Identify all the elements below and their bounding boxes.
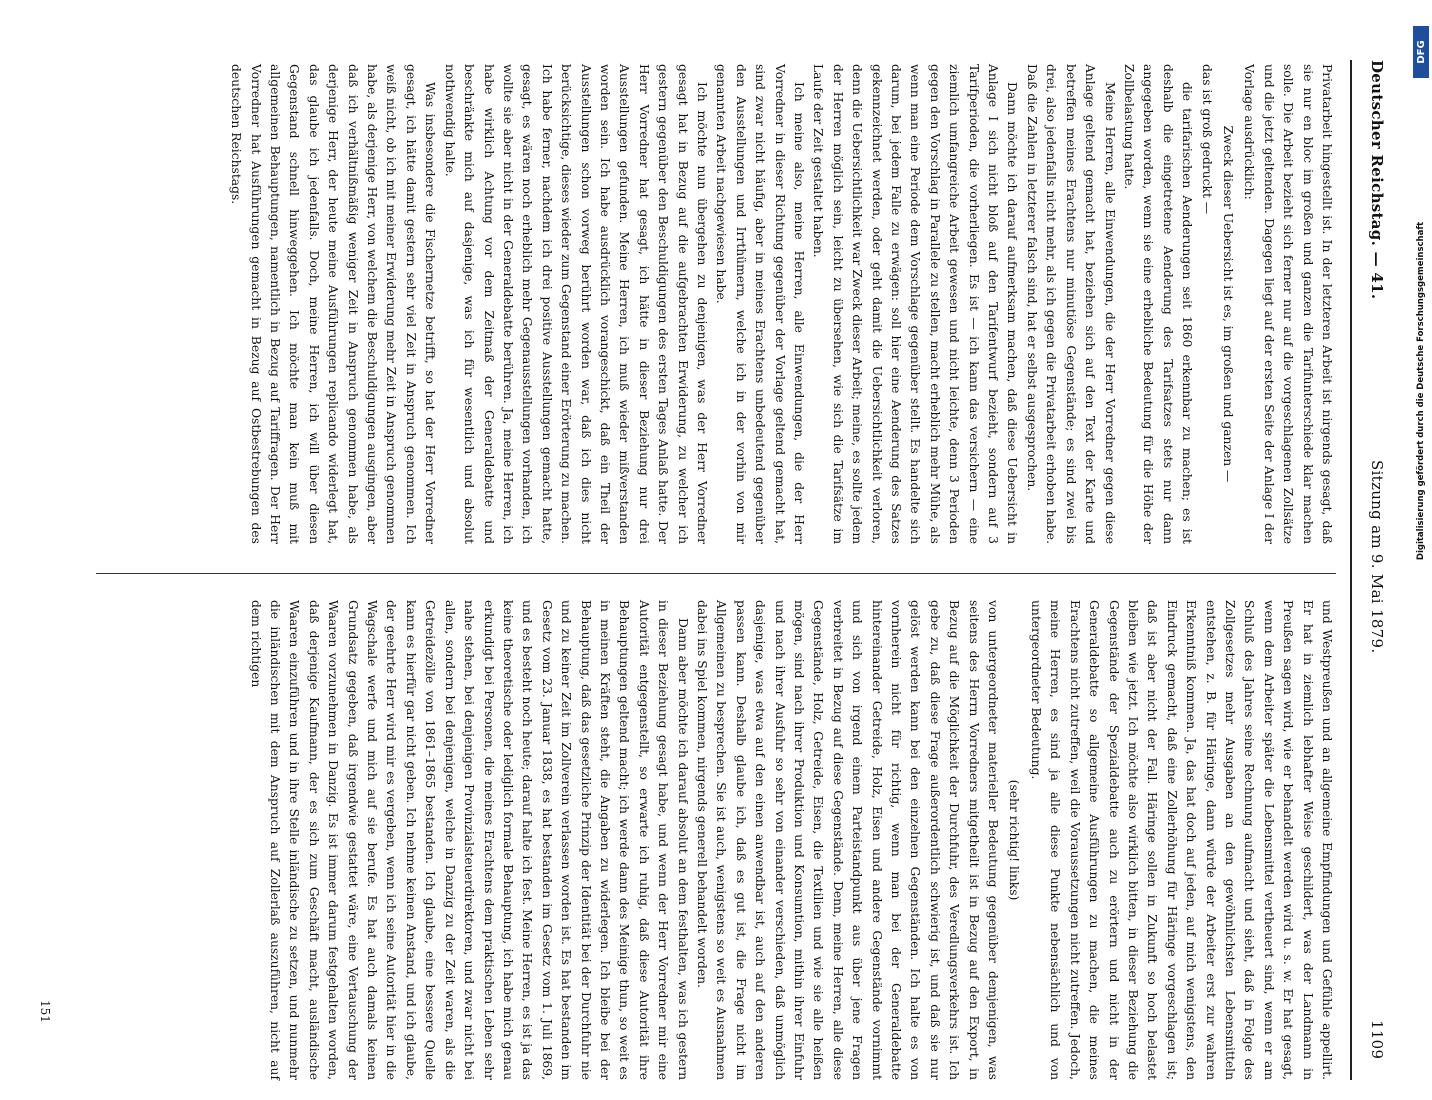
paragraph: Privatarbeit hingestellt ist. In der letzteren Arbeit ist nirgends gesagt, daß sie nur en bloc im großen und ganzen die Tarifunterschiede klar machen solle. Die Arbeit bezieht sich ferner nur auf die vorgeschlagenen Zollsätze und die jetzt geltenden. Dagegen liegt auf der ersten Seite der Anlage I der Vorlage ausdrücklich: [1242,64,1334,544]
paragraph: Meine Herren, alle Einwendungen, die der Herr Vorredner gegen diese Anlage geltend gemacht hat, beziehen sich auf den Text der Karte und betreffen meines Erachtens nur minutiöse Gegenstände; es sind zwei bis drei, also jedenfalls nicht mehr, als ich gegen die Privatarbeit erhoben habe. Daß die Zahlen in letzterer falsch sind, hat er selbst ausgesprochen. [1024,64,1117,544]
digitization-credit [1410,86,1432,696]
header-rule [1350,60,1352,1080]
interjection: (sehr richtig! links) [1007,779,1022,901]
dfg-logo-icon [1413,26,1429,78]
paragraph: Dann aber möchte ich darauf absolut an dem festhalten, was ich gestern in dieser Beziehung gesagt habe, und wenn der Herr Vorredner mir eine Autorität entgegenstellt, so erwarte ich ruhig, daß diese Autorität ihre Behauptungen geltend macht; ich werde dann des Meinige thun, so weit es in meinen Kräften steht, die Angaben zu widerlegen. Ich bleibe bei der Behauptung, daß das gesetzliche Prinzip der Identität bei der Durchfuhr nie und zu keiner Zeit im Zollverein verlassen worden ist. Es hat bestanden im Gesetz vom 23. Januar 1838, es hat bestanden im Gesetz vom 1. Juli 1869, und es besteht noch heute; darauf halte ich fest. Meine Herren, es ist ja das keine theoretische oder lediglich formale Behauptung, ich habe mich genau erkundigt bei Personen, die meines Erachtens dem praktischen Leben sehr nahe stehen, bei denjenigen Provinzialsteuerdirektoren, und zwar nicht bei allen, sondern bei denjenigen, welche in Danzig zu der Zeit waren, als die Getreidezölle von 1861–1865 bestanden. Ich glaube, eine bessere Quelle kann es hierfür gar nicht geben. Ich nehme keinen Anstand, und ich glaube, der geehrte Herr wird mir es vergeben, wenn ich seine Autorität hier in die Wagschale werfe und mich auf sie berufe. Es hat auch damals keinen Grundsatz gegeben, daß irgendwie gestattet wäre, eine Vertauschung der Waaren vorzunehmen in Danzig. Es ist immer darum festgehalten worden, daß derjenige Kaufmann, der es sich zum Geschäft macht, ausländische Waaren einzuführen und in ihre Stelle inländische zu setzen, und nunmehr die inländischen mit dem Anspruch auf Zollerlaß auszuführen, nicht auf dem richtigen [248,600,690,1080]
paragraph: Ich möchte nun übergehen zu denjenigen, was der Herr Vorredner gesagt hat in Bezug auf die aufgebrachten Erwiderung, zu welcher ich gestern gegenüber den Beschuldigungen des ersten Tages Anlaß hatte. Der Herr Vorredner hat gesagt, ich hätte in dieser Beziehung nur drei Ausstellungen gefunden. Meine Herren, ich muß wieder mißverstanden worden sein. Ich habe ausdrücklich vorangeschickt, daß ein Theil der Ausstellungen schon vorweg berührt worden war, daß ich dies nicht berücksichtige, dieses wieder zum Gegenstand einer Erörterung zu machen. Ich habe ferner, nachdem ich drei positive Ausstellungen gemacht hatte, gesagt, es wären noch erheblich mehr Gegenausstellungen vorhanden, ich wollte sie aber nicht in der Generaldebatte berühren. Ja, meine Herren, ich habe wirklich Achtung vor dem Zeitmaß der Generaldebatte und beschränkte mich auf dasjenige, was ich für wesentlich und absolut nothwendig halte. [442,64,709,544]
paragraph: Ich meine also, meine Herren, alle Einwendungen, die der Herr Vorredner in dieser Richtung gegenüber der Vorlage geltend gemacht hat, sind zwar nicht häufig, aber in meines Erachtens unbedeutend gegenüber den Ausstellungen und Irrthümern, welche ich in der vorhin von mir genannten Arbeit nachgewiesen habe. [714,64,807,544]
paragraph: von untergeordneter materieller Bedeutung gegenüber demjenigen, was seitens des Herrn Vorredners mitgetheilt ist in Bezug auf den Export, in Bezug auf die Möglichkeit der Durchfuhr, des Veredlungsverkehrs ist. Ich gebe zu, daß diese Frage außerordentlich schwierig ist, und daß sie nur gelöst werden kann bei den einzelnen Gegenständen. Ich halte es von vornherein nicht für richtig, wenn man bei der Generaldebatte hintereinander Getreide, Holz, Eisen und andere Gegenstände vornimmt und sich von irgend einem Parteistandpunkt aus über jene Fragen verbreitet in Bezug auf diese Gegenstände. Denn, meine Herren, alle diese Gegenstände, Holz, Getreide, Eisen, die Textilien und wie sie alle heißen mögen, sind nach ihrer Produktion und Konsumtion, mithin ihrer Einfuhr und nach ihrer Ausfuhr so sehr von einander verschieden, daß unmöglich dasjenige, was etwa auf den einen anwendbar ist, auch auf den anderen passen kann. Deshalb glaube ich, daß es gut ist, die Frage nicht im Allgemeinen zu besprechen. Sie ist auch, wenigstens so weit es Ausnahmen dabei ins Spiel kommen, nirgends generell behandelt worden. [695,600,1001,1080]
header-session-date: Sitzung am 9. Mai 1879. [1368,460,1386,654]
left-text-column [56,64,1336,544]
credit-text: Digitalisierung gefördert durch die Deutsche Forschungsgemeinschaft [1416,221,1426,561]
header-publication: Deutscher Reichstag. — 41. [1368,60,1386,300]
right-text-column [56,600,1336,1080]
signature-mark: 151 [38,1000,52,1023]
paragraph: die tarifarischen Aenderungen seit 1860 erkennbar zu machen; es ist deshalb die eingetretene Aenderung des Tarifsatzes stets nur dann angegeben worden, wenn sie eine erhebliche Bedeutung für die Höhe der Zollbelastung hatte. [1121,64,1195,544]
page-header [1360,60,1392,1100]
paragraph: Was insbesondere die Fischernetze betrifft, so hat der Herr Vorredner gesagt, ich hätte damit gestern sehr viel Zeit in Anspruch genommen. Ich weiß nicht, ob ich mit meiner Erwiderung mehr Zeit in Anspruch genommen habe, als derjenige Herr, von welchem die Beschuldigungen ausgingen, aber daß ich verhältnißmäßig weniger Zeit in Anspruch genommen habe, als derjenige Herr, der heute meine Ausführungen replicando widerlegt hat, das glaube ich jedenfalls. Doch, meine Herren, ich will über diesen Gegenstand schnell hinweggehen. Ich möchte man kein muß mit allgemeinen Behauptungen, namentlich in Bezug auf Tariffragen. Der Herr Vorredner hat Ausführungen gemacht in Bezug auf Ostbestrebungen des deutschen Reichstags. [229,64,438,544]
paragraph: Dann möchte ich darauf aufmerksam machen, daß diese Uebersicht in Anlage I sich nicht bloß auf den Tarifentwurf bezieht, sondern auf 3 Tarifperioden, die vorherliegen. Es ist — ich kann das versichern — eine ziemlich umfangreiche Arbeit gewesen und nicht leichte, denn 3 Perioden gegen den Vorschlag in Parallele zu stellen, macht erheblich mehr Mühe, als wenn man eine Periode dem Vorschlage gegenüber stellt. Es handelte sich darum, bei jedem Falle zu erwägen: soll hier eine Aenderung des Satzes gekennzeichnet werden, oder geht damit die Uebersichtlichkeit verloren, denn die Uebersichtlichkeit war Zweck dieser Arbeit; meine, es sollte jedem der Herren möglich sein, leicht zu übersehen, wie sich die Tarifsätze im Laufe der Zeit gestaltet haben. [811,64,1020,544]
quotation: Zweck dieser Uebersicht ist es, im großen und ganzen — [1220,125,1235,483]
column-divider [96,573,1336,574]
header-page-number: 1109 [1368,1020,1386,1060]
paragraph: und Westpreußen und an allgemeine Empfindungen und Gefühle appellirt. Er hat in ziemlich lebhafter Weise geschildert, was der Landmann in Preußen sagen wird, wie er behandelt werden wird u. s. w. Er hat gesagt, wenn dem Arbeiter später die Lebensmittel vertheuert sind, wenn er am Schluß des Jahres seine Rechnung aufmacht und sieht, daß in Folge des Zollgesetzes mehr Ausgaben an den gewöhnlichsten Lebensmitteln entstehen, z. B. für Häringe, dann würde der Arbeiter erst zur wahren Erkenntniß kommen. Ja, das hat doch auf jeden, auf mich wenigstens, den Eindruck gemacht, daß eine Zollerhöhung für Häringe vorgeschlagen ist; daß ist aber nicht der Fall. Häringe sollen in Zukunft so hoch belastet bleiben wie jetzt. Ich möchte also wirklich bitten, in dieser Beziehung die Gegenstände der Spezialdebatte auch zu erörtern und nicht in der Generaldebatte so allgemeine Ausführungen zu machen, die meines Erachtens nicht zutreffen, weil die Voraussetzungen nicht zutreffen. Jedoch, meine Herren, es sind ja alle diese Punkte nebensächlich und von untergeordneter Bedeutung. [1028,600,1334,1080]
dfg-logo-text: DFG [1416,40,1427,64]
paragraph: das ist groß gedruckt — [1199,64,1214,215]
